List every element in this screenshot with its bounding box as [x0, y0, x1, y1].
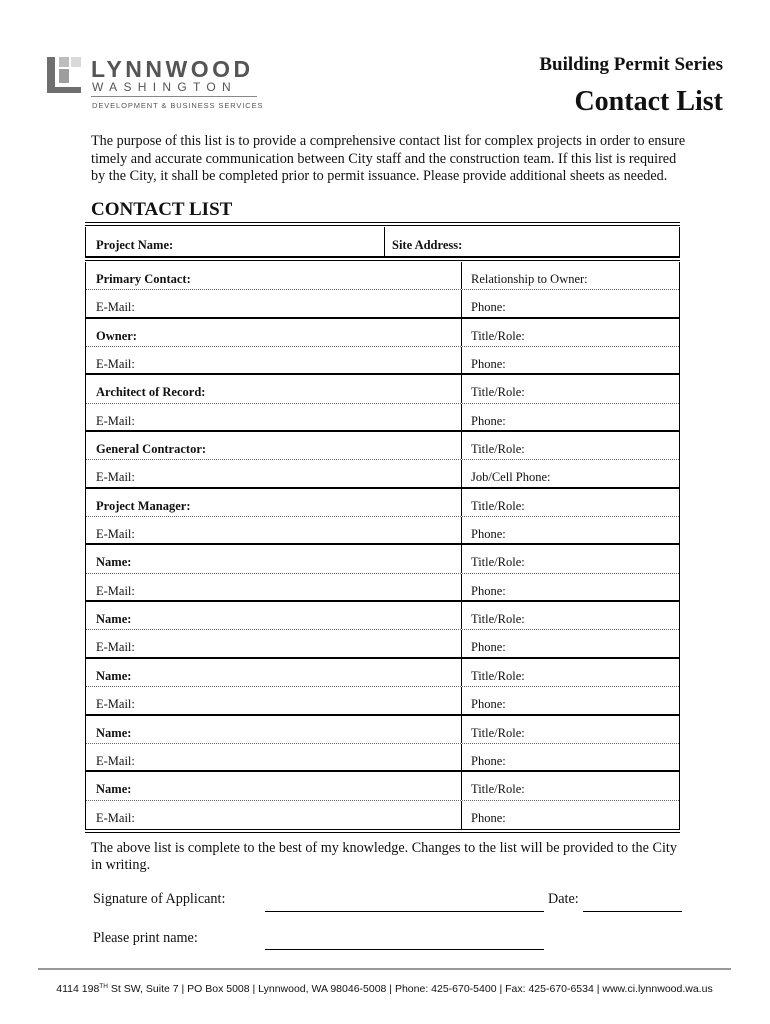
table-row [86, 744, 679, 772]
row-right-field[interactable]: Phone: [471, 413, 506, 428]
page-title: Contact List [574, 86, 723, 117]
row-divider [461, 290, 462, 316]
table-row [86, 716, 679, 744]
date-line[interactable] [583, 911, 682, 912]
row-right-field[interactable]: Job/Cell Phone: [471, 470, 551, 485]
table-row [86, 460, 679, 488]
lynnwood-logo-mark-icon [47, 57, 81, 93]
print-name-line[interactable] [265, 949, 544, 950]
row-left-field[interactable]: Name: [96, 668, 132, 683]
row-left-field[interactable]: Primary Contact: [96, 272, 191, 286]
row-right-field[interactable]: Title/Role: [471, 668, 525, 683]
row-right-field[interactable]: Phone: [471, 527, 506, 542]
row-left-field[interactable]: Name: [96, 612, 132, 627]
row-right-field[interactable]: Title/Role: [471, 612, 525, 627]
footer-address-suffix: TH [99, 983, 108, 990]
row-left-field[interactable]: Project Manager: [96, 498, 191, 513]
table-row [86, 659, 679, 687]
row-right-field[interactable]: Title/Role: [471, 782, 525, 797]
row-right-field[interactable]: Phone: [471, 357, 506, 372]
signature-label: Signature of Applicant: [93, 891, 226, 907]
logo-department: DEVELOPMENT & BUSINESS SERVICES [92, 101, 264, 110]
row-divider [461, 716, 462, 743]
row-left-field[interactable]: E-Mail: [96, 527, 135, 542]
row-right-field[interactable]: Relationship to Owner: [471, 272, 588, 286]
table-row [86, 375, 679, 403]
row-right-field[interactable]: Phone: [471, 697, 506, 712]
table-row [86, 545, 679, 573]
row-right-field[interactable]: Phone: [471, 583, 506, 598]
table-row [86, 262, 679, 290]
footer-address-rest: St SW, Suite 7 | PO Box 5008 | Lynnwood, WA 98046-5008 | Phone: 425-670-5400 | Fax: 425-670-6534 | www.ci.lynnwood.wa.us [107, 983, 713, 995]
row-right-field[interactable]: Title/Role: [471, 328, 525, 343]
table-row [86, 404, 679, 432]
table-row [86, 772, 679, 800]
footer-address-number: 4114 198 [56, 983, 100, 995]
row-divider [461, 347, 462, 373]
table-row [86, 489, 679, 517]
row-divider [461, 517, 462, 543]
row-divider [461, 375, 462, 402]
row-divider [461, 744, 462, 770]
logo-state: WASHINGTON [92, 80, 238, 94]
row-left-field[interactable]: E-Mail: [96, 640, 135, 655]
signature-line[interactable] [265, 911, 544, 912]
row-right-field[interactable]: Title/Role: [471, 555, 525, 570]
contact-table [85, 262, 680, 829]
row-divider [461, 319, 462, 346]
row-left-field[interactable]: E-Mail: [96, 413, 135, 428]
project-row [85, 227, 680, 257]
print-name-label: Please print name: [93, 930, 198, 946]
date-label: Date: [548, 891, 579, 907]
row-divider [461, 545, 462, 572]
row-divider [461, 460, 462, 486]
footer-address [38, 983, 731, 995]
intro-paragraph: The purpose of this list is to provide a comprehensive contact list for complex projects in order to ensure timely and accurate communication between City staff and the construction team. If this list is required by the City, it shall be completed prior to permit issuance. Please provide additional sheets as needed. [91, 133, 686, 184]
table-section-rule [85, 257, 680, 261]
row-right-field[interactable]: Title/Role: [471, 385, 525, 400]
row-left-field[interactable]: E-Mail: [96, 697, 135, 712]
row-left-field[interactable]: Name: [96, 555, 132, 570]
table-row [86, 517, 679, 545]
row-divider [461, 602, 462, 629]
table-row [86, 319, 679, 347]
logo-divider [91, 96, 257, 97]
site-address-field[interactable]: Site Address: [392, 238, 463, 252]
lynnwood-logo [47, 54, 267, 114]
row-divider [461, 659, 462, 686]
project-name-field[interactable]: Project Name: [96, 238, 174, 252]
section-title: CONTACT LIST [91, 199, 233, 220]
logo-name: LYNNWOOD [91, 56, 254, 82]
table-row [86, 687, 679, 715]
table-row [86, 290, 679, 318]
table-top-rule [85, 222, 680, 226]
row-divider [461, 687, 462, 713]
row-left-field[interactable]: E-Mail: [96, 583, 135, 598]
row-left-field[interactable]: E-Mail: [96, 357, 135, 372]
row-divider [461, 801, 462, 829]
row-right-field[interactable]: Phone: [471, 810, 506, 825]
row-left-field[interactable]: Owner: [96, 328, 137, 343]
row-left-field[interactable]: Name: [96, 782, 132, 797]
project-row-divider [384, 227, 385, 257]
row-divider [461, 630, 462, 656]
row-left-field[interactable]: E-Mail: [96, 470, 135, 485]
table-row [86, 432, 679, 460]
row-left-field[interactable]: E-Mail: [96, 753, 135, 768]
footer-rule [38, 968, 731, 970]
table-row [86, 630, 679, 658]
row-right-field[interactable]: Phone: [471, 753, 506, 768]
row-left-field[interactable]: Architect of Record: [96, 385, 206, 400]
row-divider [461, 574, 462, 600]
table-row [86, 347, 679, 375]
row-left-field[interactable]: E-Mail: [96, 810, 135, 825]
series-title: Building Permit Series [539, 54, 723, 75]
row-right-field[interactable]: Title/Role: [471, 442, 525, 457]
row-divider [461, 432, 462, 459]
row-divider [461, 489, 462, 516]
table-row [86, 574, 679, 602]
row-right-field[interactable]: Title/Role: [471, 498, 525, 513]
closing-statement: The above list is complete to the best of my knowledge. Changes to the list will be provided to the City in writing. [91, 840, 677, 873]
table-bottom-rule [85, 829, 680, 833]
row-right-field[interactable]: Phone: [471, 640, 506, 655]
row-divider [461, 404, 462, 430]
row-right-field[interactable]: Title/Role: [471, 725, 525, 740]
table-row [86, 801, 679, 829]
table-row [86, 602, 679, 630]
row-left-field[interactable]: General Contractor: [96, 442, 207, 457]
row-divider [461, 772, 462, 799]
row-left-field[interactable]: Name: [96, 725, 132, 740]
row-divider [461, 262, 462, 289]
row-left-field[interactable]: E-Mail: [96, 300, 135, 315]
row-right-field[interactable]: Phone: [471, 300, 506, 315]
